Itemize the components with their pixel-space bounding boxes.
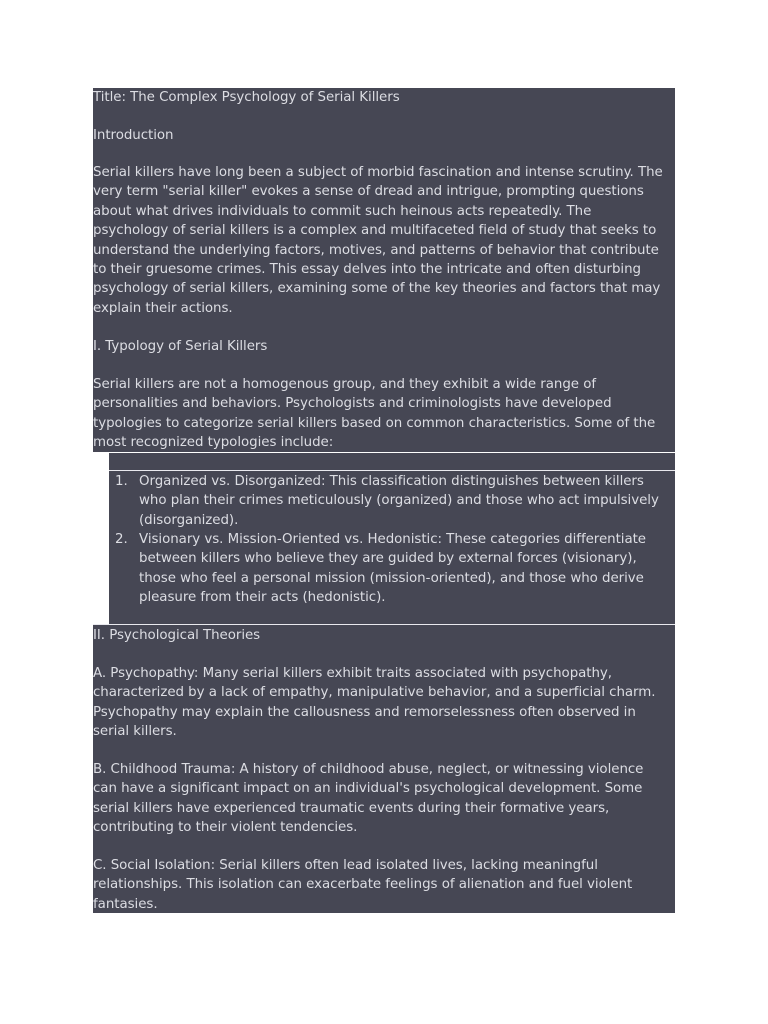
theory-c-paragraph: C. Social Isolation: Serial killers often lead isolated lives, lacking meaningful relationships. This isolation can exacerbate feelings of alienation and fuel violent fantasies. xyxy=(93,858,633,912)
list-item-number: 2. xyxy=(115,532,128,547)
document-title: Title: The Complex Psychology of Serial Killers xyxy=(93,90,400,105)
intro-heading: Introduction xyxy=(93,128,174,143)
typology-list-band xyxy=(93,452,675,625)
section1-paragraph: Serial killers are not a homogenous group, and they exhibit a wide range of personalities and behaviors. Psychologists and criminologists have developed typologies to categorize serial killers based on common characteristics. Some of the most recognized typologies include: xyxy=(93,377,656,451)
list-item-text: Visionary vs. Mission-Oriented vs. Hedonistic: These categories differentiate between killers who believe they are guided by external forces (visionary), those who feel a personal mission (mission-oriented), and those who derive pleasure from their acts (hedonistic). xyxy=(139,532,646,606)
list-top-rule xyxy=(109,470,675,471)
typology-list xyxy=(109,452,675,625)
section-divider xyxy=(93,624,675,625)
intro-paragraph: Serial killers have long been a subject of morbid fascination and intense scrutiny. The very term "serial killer" evokes a sense of dread and intrigue, prompting questions about what drives individuals to commit such heinous acts repeatedly. The psychology of serial killers is a complex and multifaceted field of study that seeks to understand the underlying factors, motives, and patterns of behavior that contribute to their gruesome crimes. This essay delves into the intricate and often disturbing psychology of serial killers, examining some of the key theories and factors that may explain their actions. xyxy=(93,165,663,316)
document-block xyxy=(93,88,675,913)
list-item-text: Organized vs. Disorganized: This classification distinguishes between killers who plan their crimes meticulously (organized) and those who act impulsively (disorganized). xyxy=(139,474,659,528)
section2-heading: II. Psychological Theories xyxy=(93,628,261,643)
theory-b-paragraph: B. Childhood Trauma: A history of childhood abuse, neglect, or witnessing violence can have a significant impact on an individual's psychological development. Some serial killers have experienced traumatic events during their formative years, contributing to their violent tendencies. xyxy=(93,762,644,836)
theory-a-paragraph: A. Psychopathy: Many serial killers exhibit traits associated with psychopathy, characterized by a lack of empathy, manipulative behavior, and a superficial charm. Psychopathy may explain the callousness and remorselessness often observed in serial killers. xyxy=(93,666,656,740)
section1-heading: I. Typology of Serial Killers xyxy=(93,339,268,354)
list-item-number: 1. xyxy=(115,474,128,489)
